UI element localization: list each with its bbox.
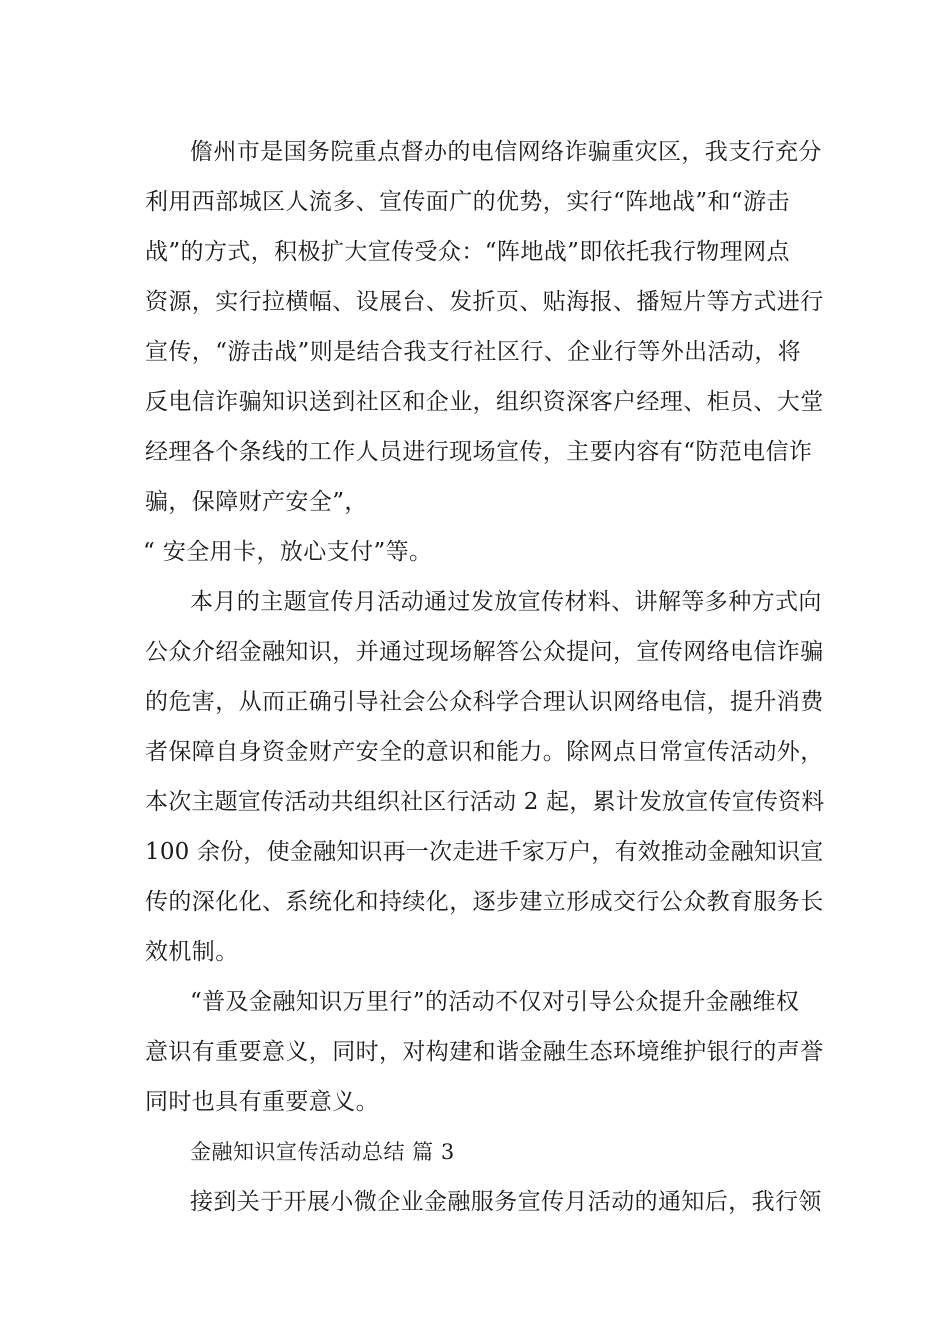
paragraph-4-line-1: 接到关于开展小微企业金融服务宣传月活动的通知后，我行领 xyxy=(190,1189,822,1215)
paragraph-2-line-8: 效机制。 xyxy=(145,939,239,965)
paragraph-1-line-1: 儋州市是国务院重点督办的电信网络诈骗重灾区，我支行充分 xyxy=(190,139,822,165)
paragraph-2-line-7: 传的深化化、系统化和持续化，逐步建立形成交行公众教育服务长 xyxy=(145,889,824,915)
paragraph-1-line-2: 利用西部城区人流多、宣传面广的优势，实行“阵地战”和“游击 xyxy=(145,189,790,215)
paragraph-1-line-3: 战”的方式，积极扩大宣传受众：“阵地战”即依托我行物理网点 xyxy=(145,239,790,265)
paragraph-1-line-8: 骗，保障财产安全”， xyxy=(145,489,368,515)
paragraph-2-line-2: 公众介绍金融知识，并通过现场解答公众提问，宣传网络电信诈骗 xyxy=(145,639,824,665)
paragraph-2-line-6: 100 余份，使金融知识再一次走进千家万户，有效推动金融知识宣 xyxy=(145,839,824,865)
paragraph-2-line-5: 本次主题宣传活动共组织社区行活动 2 起，累计发放宣传宣传资料 xyxy=(145,789,825,815)
paragraph-3-line-2: 意识有重要意义，同时，对构建和谐金融生态环境维护银行的声誉 xyxy=(145,1039,824,1065)
paragraph-1-line-7: 经理各个条线的工作人员进行现场宣传，主要内容有“防范电信诈 xyxy=(145,439,813,465)
paragraph-3-line-3: 同时也具有重要意义。 xyxy=(145,1089,379,1115)
paragraph-1-line-6: 反电信诈骗知识送到社区和企业，组织资深客户经理、柜员、大堂 xyxy=(145,389,824,415)
paragraph-2-line-1: 本月的主题宣传月活动通过发放宣传材料、讲解等多种方式向 xyxy=(190,589,822,615)
paragraph-1-line-4: 资源，实行拉横幅、设展台、发折页、贴海报、播短片等方式进行 xyxy=(145,289,824,315)
section-heading: 金融知识宣传活动总结 篇 3 xyxy=(190,1140,455,1164)
paragraph-1-line-9: “ 安全用卡，放心支付”等。 xyxy=(143,539,433,565)
paragraph-2-line-3: 的危害，从而正确引导社会公众科学合理认识网络电信，提升消费 xyxy=(145,689,824,715)
paragraph-1-line-5: 宣传，“游击战”则是结合我支行社区行、企业行等外出活动，将 xyxy=(145,339,802,365)
paragraph-2-line-4: 者保障自身资金财产安全的意识和能力。除网点日常宣传活动外， xyxy=(145,739,824,765)
paragraph-3-line-1: “普及金融知识万里行”的活动不仅对引导公众提升金融维权 xyxy=(190,989,800,1015)
